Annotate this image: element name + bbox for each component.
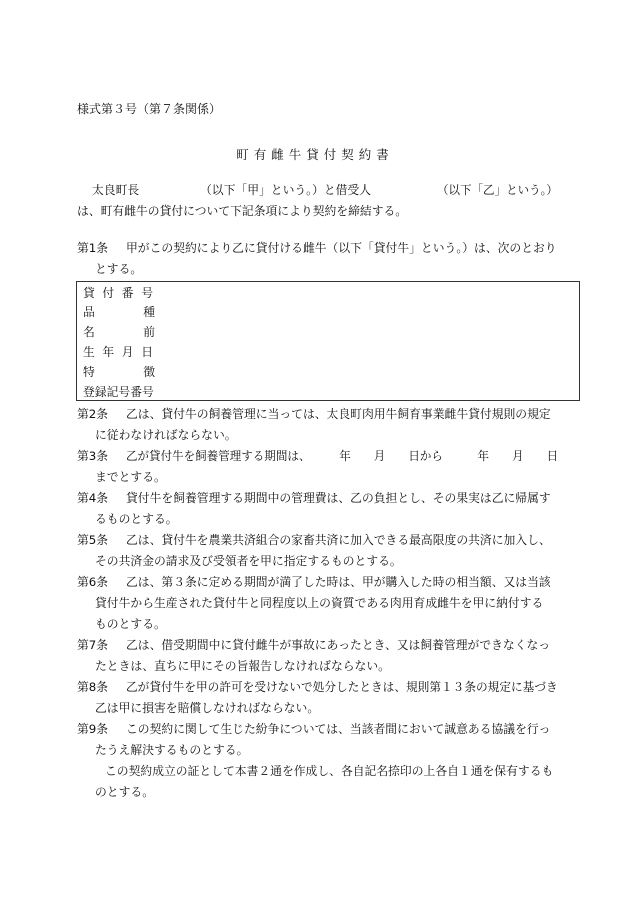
article-4-line2: るものとする。: [95, 512, 178, 526]
article-4-label: 第4条: [77, 491, 109, 505]
article-4-line1: 貸付牛を飼養管理する期間中の管理費は、乙の負担とし、その果実は乙に帰属す: [126, 491, 551, 505]
preamble-line2: は、町有雌牛の貸付について下記条項により契約を締結する。: [77, 204, 408, 218]
article-3-line1: 乙が貸付牛を飼養管理する期間は、 年 月 日から 年 月 日: [126, 449, 559, 463]
row-loan-number: 貸付番号: [83, 286, 153, 300]
preamble-mayor: 太良町長: [92, 183, 140, 197]
article-2-label: 第2条: [77, 407, 109, 421]
article-8-label: 第8条: [77, 680, 109, 694]
document-title: 町有雌牛貸付契約書: [236, 147, 394, 162]
cattle-details-table: [76, 281, 580, 401]
row-name: 名前: [83, 325, 155, 339]
article-2-line1: 乙は、貸付牛の飼養管理に当っては、太良町肉用牛飼育事業雌牛貸付規則の規定: [126, 407, 551, 421]
article-2-line2: に従わなければならない。: [95, 428, 237, 442]
closing-line2: のとする。: [95, 785, 154, 799]
article-7-line2: たときは、直ちに甲にその旨報告しなければならない。: [95, 659, 390, 673]
article-9-line2: たうえ解決するものとする。: [95, 743, 249, 757]
article-5-line1: 乙は、貸付牛を農業共済組合の家畜共済に加入できる最高限度の共済に加入し、: [126, 533, 551, 547]
row-birthdate: 生年月日: [83, 345, 153, 359]
article-1-line1: 甲がこの契約により乙に貸付ける雌牛（以下「貸付牛」という。）は、次のとおり: [126, 241, 557, 255]
article-8-line1: 乙が貸付牛を甲の許可を受けないで処分したときは、規則第１３条の規定に基づき: [126, 680, 558, 694]
closing-line1: この契約成立の証として本書２通を作成し、各自記名捺印の上各自１通を保有するも: [105, 764, 554, 778]
article-6-label: 第6条: [77, 575, 109, 589]
row-registration-number: 登録記号番号: [83, 385, 154, 399]
preamble-otsu: （以下「乙」という。）: [437, 183, 558, 197]
article-3-label: 第3条: [77, 449, 109, 463]
article-8-line2: 乙は甲に損害を賠償しなければならない。: [95, 701, 320, 715]
article-9-line1: この契約に関して生じた紛争については、当該者間において誠意ある協議を行っ: [126, 722, 551, 736]
preamble-borrower: （以下「甲」という。）と借受人: [200, 183, 372, 197]
article-6-line2: 貸付牛から生産された貸付牛と同程度以上の資質である肉用育成雌牛を甲に納付する: [95, 596, 544, 610]
form-number: 様式第３号（第７条関係）: [77, 102, 222, 116]
article-1-line2: とする。: [95, 262, 143, 276]
article-6-line1: 乙は、第３条に定める期間が満了した時は、甲が購入した時の相当額、又は当該: [126, 575, 551, 589]
article-1-label: 第1条: [77, 241, 109, 255]
article-5-line2: その共済金の請求及び受領者を甲に指定するものとする。: [95, 554, 402, 568]
article-3-line2: までとする。: [95, 470, 166, 484]
article-5-label: 第5条: [77, 533, 109, 547]
row-features: 特徴: [83, 365, 155, 379]
article-6-line3: ものとする。: [95, 617, 166, 631]
article-9-label: 第9条: [77, 722, 109, 736]
article-7-label: 第7条: [77, 638, 109, 652]
article-7-line1: 乙は、借受期間中に貸付雌牛が事故にあったとき、又は飼養管理ができなくなっ: [126, 638, 551, 652]
row-breed: 品種: [83, 305, 155, 319]
